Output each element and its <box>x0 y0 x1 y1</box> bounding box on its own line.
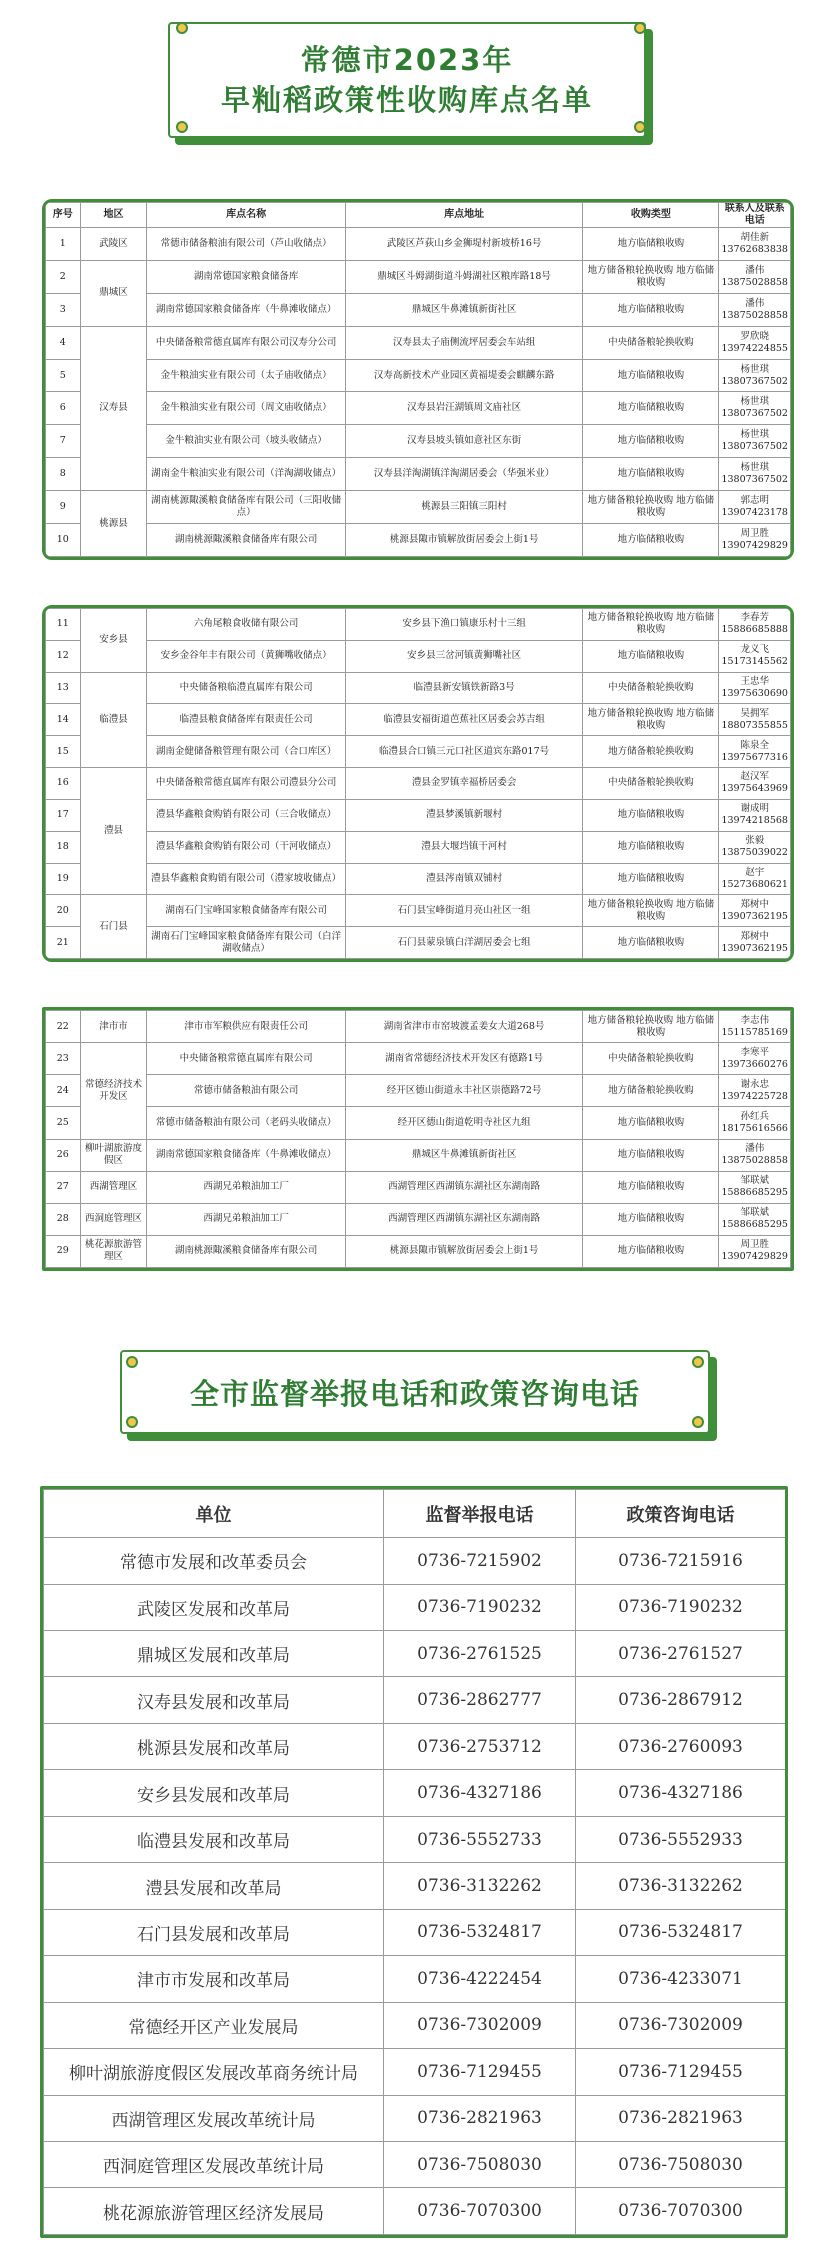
depot-address-cell: 石门县宝峰街道月亮山社区一组 <box>345 895 583 927</box>
table-row <box>46 609 791 641</box>
report-phone-cell: 0736-7508030 <box>384 2142 576 2188</box>
table-row <box>46 895 791 927</box>
contact-cell: 胡佳新 13762683838 <box>719 228 791 261</box>
purchase-type-cell: 地方临储粮收购 <box>583 1171 719 1203</box>
depot-name-cell: 西湖兄弟粮油加工厂 <box>147 1203 345 1235</box>
depot-name-cell: 常德市储备粮油有限公司（芦山收储点） <box>147 228 345 261</box>
table-row <box>46 1235 791 1267</box>
contact-cell: 杨世琪 13807367502 <box>719 458 791 491</box>
depot-name-cell: 六角尾粮食收储有限公司 <box>147 609 345 641</box>
report-phone-cell: 0736-4222454 <box>384 1956 576 2002</box>
region-cell: 石门县 <box>80 895 147 959</box>
contact-cell: 李春芳 15886685888 <box>719 609 791 641</box>
contact-cell: 张毅 13875039022 <box>719 831 791 863</box>
depot-address-cell: 桃源县陬市镇解放街居委会上街1号 <box>345 524 583 557</box>
decor-dot <box>634 22 646 34</box>
table-row <box>46 1043 791 1075</box>
hotline-row <box>44 1863 786 1909</box>
table-row <box>46 1139 791 1171</box>
table-header-row <box>46 203 791 228</box>
purchase-type-cell: 地方临储粮收购 <box>583 359 719 392</box>
purchase-type-cell: 地方临储粮收购 <box>583 425 719 458</box>
page-title-box <box>168 22 646 138</box>
hotline-row <box>44 1631 786 1677</box>
purchase-type-cell: 地方临储粮收购 <box>583 927 719 959</box>
index-cell: 3 <box>46 293 81 326</box>
depot-name-cell: 中央储备粮常德直属库有限公司汉寿分公司 <box>147 326 345 359</box>
index-cell: 14 <box>46 704 81 736</box>
contact-cell: 潘伟 13875028858 <box>719 260 791 293</box>
index-cell: 11 <box>46 609 81 641</box>
index-cell: 28 <box>46 1203 81 1235</box>
region-cell: 汉寿县 <box>80 326 147 490</box>
unit-cell: 常德市发展和改革委员会 <box>44 1538 384 1584</box>
depot-address-cell: 汉寿县洋淘湖镇洋淘湖居委会（华强米业） <box>345 458 583 491</box>
consult-phone-cell: 0736-4233071 <box>576 1956 786 2002</box>
depot-name-cell: 澧县华鑫粮食购销有限公司（三合收储点） <box>147 799 345 831</box>
index-cell: 1 <box>46 228 81 261</box>
purchase-type-cell: 中央储备粮轮换收购 <box>583 672 719 704</box>
decor-dot <box>176 121 188 133</box>
table-row <box>46 768 791 800</box>
hotline-row <box>44 1584 786 1630</box>
hotline-header-row <box>44 1490 786 1538</box>
page-title-line2: 早籼稻政策性收购库点名单 <box>220 83 593 117</box>
depot-address-cell: 汉寿县坡头镇如意社区东街 <box>345 425 583 458</box>
purchase-type-cell: 地方储备粮轮换收购 地方临储粮收购 <box>583 704 719 736</box>
column-header: 地区 <box>80 203 147 228</box>
report-phone-cell: 0736-5324817 <box>384 1909 576 1955</box>
purchase-type-cell: 中央储备粮轮换收购 <box>583 1043 719 1075</box>
depot-address-cell: 经开区德山街道永丰社区崇德路72号 <box>345 1075 583 1107</box>
depot-address-cell: 西湖管理区西湖镇东湖社区东湖南路 <box>345 1203 583 1235</box>
depot-address-cell: 汉寿高新技术产业园区黄福堤委会麒麟东路 <box>345 359 583 392</box>
purchase-type-cell: 地方临储粮收购 <box>583 392 719 425</box>
purchase-type-cell: 地方临储粮收购 <box>583 228 719 261</box>
contact-cell: 龙义飞 15173145562 <box>719 640 791 672</box>
contact-cell: 潘伟 13875028858 <box>719 1139 791 1171</box>
contact-cell: 杨世琪 13807367502 <box>719 392 791 425</box>
region-cell: 临澧县 <box>80 672 147 767</box>
table-row <box>46 228 791 261</box>
depot-address-cell: 西湖管理区西湖镇东湖社区东湖南路 <box>345 1171 583 1203</box>
table-row <box>46 640 791 672</box>
purchase-table-3 <box>45 1010 791 1268</box>
contact-cell: 罗欣晓 13974224855 <box>719 326 791 359</box>
table-row <box>46 293 791 326</box>
depot-name-cell: 金牛粮油实业有限公司（坡头收储点） <box>147 425 345 458</box>
depot-address-cell: 桃源县三阳镇三阳村 <box>345 491 583 524</box>
purchase-type-cell: 地方临储粮收购 <box>583 863 719 895</box>
unit-cell: 西湖管理区发展改革统计局 <box>44 2095 384 2141</box>
index-cell: 23 <box>46 1043 81 1075</box>
contact-cell: 李寒平 13973660276 <box>719 1043 791 1075</box>
contact-cell: 杨世琪 13807367502 <box>719 359 791 392</box>
report-phone-cell: 0736-7190232 <box>384 1584 576 1630</box>
table-row <box>46 1011 791 1043</box>
hotline-row <box>44 2188 786 2235</box>
unit-cell: 桃源县发展和改革局 <box>44 1723 384 1769</box>
depot-name-cell: 澧县华鑫粮食购销有限公司（干河收储点） <box>147 831 345 863</box>
depot-name-cell: 常德市储备粮油有限公司（老码头收储点） <box>147 1107 345 1139</box>
depot-address-cell: 临澧县合口镇三元口社区道宾东路017号 <box>345 736 583 768</box>
index-cell: 29 <box>46 1235 81 1267</box>
depot-address-cell: 鼎城区牛鼻滩镇新街社区 <box>345 1139 583 1171</box>
hotline-heading-box <box>120 1350 710 1434</box>
column-header: 序号 <box>46 203 81 228</box>
contact-cell: 谢永忠 13974225728 <box>719 1075 791 1107</box>
depot-name-cell: 湖南常德国家粮食储备库（牛鼻滩收储点） <box>147 293 345 326</box>
contact-cell: 郑树中 13907362195 <box>719 895 791 927</box>
purchase-type-cell: 地方临储粮收购 <box>583 640 719 672</box>
purchase-type-cell: 地方临储粮收购 <box>583 524 719 557</box>
column-header: 库点名称 <box>147 203 345 228</box>
contact-cell: 赵汉军 13975643969 <box>719 768 791 800</box>
index-cell: 27 <box>46 1171 81 1203</box>
hotline-row <box>44 1677 786 1723</box>
purchase-table-1 <box>45 202 791 557</box>
index-cell: 25 <box>46 1107 81 1139</box>
consult-phone-cell: 0736-2867912 <box>576 1677 786 1723</box>
consult-phone-cell: 0736-7215916 <box>576 1538 786 1584</box>
depot-address-cell: 经开区德山街道乾明寺社区九组 <box>345 1107 583 1139</box>
report-phone-cell: 0736-7215902 <box>384 1538 576 1584</box>
region-cell: 澧县 <box>80 768 147 895</box>
depot-address-cell: 湖南省常德经济技术开发区有德路1号 <box>345 1043 583 1075</box>
hotline-table-panel <box>40 1486 788 2238</box>
table-row <box>46 392 791 425</box>
consult-phone-cell: 0736-7508030 <box>576 2142 786 2188</box>
purchase-table-panel-1 <box>42 199 794 560</box>
region-cell: 西洞庭管理区 <box>80 1203 147 1235</box>
contact-cell: 邹联斌 15886685295 <box>719 1203 791 1235</box>
depot-address-cell: 鼎城区斗姆湖街道斗姆湖社区粮库路18号 <box>345 260 583 293</box>
index-cell: 20 <box>46 895 81 927</box>
index-cell: 21 <box>46 927 81 959</box>
depot-name-cell: 湖南常德国家粮食储备库 <box>147 260 345 293</box>
table-row <box>46 359 791 392</box>
unit-cell: 汉寿县发展和改革局 <box>44 1677 384 1723</box>
table-row <box>46 260 791 293</box>
depot-name-cell: 中央储备粮常德直属库有限公司 <box>147 1043 345 1075</box>
report-phone-cell: 0736-2862777 <box>384 1677 576 1723</box>
depot-name-cell: 金牛粮油实业有限公司（太子庙收储点） <box>147 359 345 392</box>
index-cell: 22 <box>46 1011 81 1043</box>
hotline-row <box>44 2049 786 2095</box>
unit-cell: 津市市发展和改革局 <box>44 1956 384 2002</box>
depot-name-cell: 湖南桃源陬溪粮食储备库有限公司 <box>147 524 345 557</box>
column-header: 监督举报电话 <box>384 1490 576 1538</box>
index-cell: 17 <box>46 799 81 831</box>
decor-dot <box>692 1416 704 1428</box>
table-row <box>46 425 791 458</box>
unit-cell: 西洞庭管理区发展改革统计局 <box>44 2142 384 2188</box>
table-row <box>46 799 791 831</box>
depot-address-cell: 鼎城区牛鼻滩镇新街社区 <box>345 293 583 326</box>
index-cell: 2 <box>46 260 81 293</box>
report-phone-cell: 0736-5552733 <box>384 1816 576 1862</box>
contact-cell: 周卫胜 13907429829 <box>719 1235 791 1267</box>
depot-name-cell: 湖南常德国家粮食储备库（牛鼻滩收储点） <box>147 1139 345 1171</box>
hotline-row <box>44 1909 786 1955</box>
table-row <box>46 524 791 557</box>
table-row <box>46 704 791 736</box>
consult-phone-cell: 0736-3132262 <box>576 1863 786 1909</box>
contact-cell: 杨世琪 13807367502 <box>719 425 791 458</box>
hotline-row <box>44 1723 786 1769</box>
purchase-type-cell: 地方储备粮轮换收购 <box>583 1075 719 1107</box>
index-cell: 5 <box>46 359 81 392</box>
contact-cell: 吴拥军 18807355855 <box>719 704 791 736</box>
purchase-table-panel-3 <box>42 1007 794 1271</box>
unit-cell: 安乡县发展和改革局 <box>44 1770 384 1816</box>
table-row <box>46 491 791 524</box>
table-row <box>46 1107 791 1139</box>
depot-address-cell: 澧县梦溪镇新堰村 <box>345 799 583 831</box>
report-phone-cell: 0736-4327186 <box>384 1770 576 1816</box>
consult-phone-cell: 0736-7302009 <box>576 2002 786 2048</box>
consult-phone-cell: 0736-5552933 <box>576 1816 786 1862</box>
contact-cell: 潘伟 13875028858 <box>719 293 791 326</box>
report-phone-cell: 0736-7302009 <box>384 2002 576 2048</box>
column-header: 收购类型 <box>583 203 719 228</box>
purchase-type-cell: 地方临储粮收购 <box>583 293 719 326</box>
region-cell: 桃源县 <box>80 491 147 557</box>
table-row <box>46 863 791 895</box>
page-title-line1: 常德市2023年 <box>300 43 514 77</box>
hotline-row <box>44 2142 786 2188</box>
contact-cell: 郑树中 13907362195 <box>719 927 791 959</box>
report-phone-cell: 0736-3132262 <box>384 1863 576 1909</box>
index-cell: 9 <box>46 491 81 524</box>
consult-phone-cell: 0736-7129455 <box>576 2049 786 2095</box>
depot-name-cell: 常德市储备粮油有限公司 <box>147 1075 345 1107</box>
purchase-table-2 <box>45 608 791 959</box>
depot-name-cell: 中央储备粮常德直属库有限公司澧县分公司 <box>147 768 345 800</box>
region-cell: 鼎城区 <box>80 260 147 326</box>
unit-cell: 澧县发展和改革局 <box>44 1863 384 1909</box>
contact-cell: 邹联斌 15886685295 <box>719 1171 791 1203</box>
depot-name-cell: 湖南石门宝峰国家粮食储备库有限公司 <box>147 895 345 927</box>
index-cell: 7 <box>46 425 81 458</box>
depot-address-cell: 澧县大堰垱镇干河村 <box>345 831 583 863</box>
index-cell: 19 <box>46 863 81 895</box>
index-cell: 12 <box>46 640 81 672</box>
hotline-row <box>44 1816 786 1862</box>
depot-name-cell: 安乡金谷年丰有限公司（黄狮嘴收储点） <box>147 640 345 672</box>
unit-cell: 武陵区发展和改革局 <box>44 1584 384 1630</box>
consult-phone-cell: 0736-7070300 <box>576 2188 786 2235</box>
purchase-type-cell: 地方临储粮收购 <box>583 1107 719 1139</box>
purchase-type-cell: 地方储备粮轮换收购 地方临储粮收购 <box>583 1011 719 1043</box>
depot-name-cell: 中央储备粮临澧直属库有限公司 <box>147 672 345 704</box>
decor-dot <box>126 1416 138 1428</box>
purchase-type-cell: 地方储备粮轮换收购 地方临储粮收购 <box>583 491 719 524</box>
depot-address-cell: 临澧县新安镇铁新路3号 <box>345 672 583 704</box>
report-phone-cell: 0736-2761525 <box>384 1631 576 1677</box>
depot-address-cell: 桃源县陬市镇解放街居委会上街1号 <box>345 1235 583 1267</box>
purchase-type-cell: 地方储备粮轮换收购 地方临储粮收购 <box>583 260 719 293</box>
unit-cell: 石门县发展和改革局 <box>44 1909 384 1955</box>
purchase-type-cell: 地方临储粮收购 <box>583 799 719 831</box>
report-phone-cell: 0736-2753712 <box>384 1723 576 1769</box>
index-cell: 16 <box>46 768 81 800</box>
consult-phone-cell: 0736-4327186 <box>576 1770 786 1816</box>
table-row <box>46 927 791 959</box>
depot-name-cell: 湖南石门宝峰国家粮食储备库有限公司（白洋湖收储点） <box>147 927 345 959</box>
column-header: 单位 <box>44 1490 384 1538</box>
depot-name-cell: 澧县华鑫粮食购销有限公司（澧家坡收储点） <box>147 863 345 895</box>
contact-cell: 谢成明 13974218568 <box>719 799 791 831</box>
purchase-type-cell: 地方临储粮收购 <box>583 458 719 491</box>
purchase-type-cell: 地方储备粮轮换收购 地方临储粮收购 <box>583 609 719 641</box>
report-phone-cell: 0736-7129455 <box>384 2049 576 2095</box>
hotline-heading: 全市监督举报电话和政策咨询电话 <box>189 1376 640 1411</box>
depot-name-cell: 湖南金健储备粮管理有限公司（合口库区） <box>147 736 345 768</box>
hotline-row <box>44 1956 786 2002</box>
index-cell: 26 <box>46 1139 81 1171</box>
purchase-type-cell: 地方临储粮收购 <box>583 1139 719 1171</box>
depot-address-cell: 安乡县三岔河镇黄狮嘴社区 <box>345 640 583 672</box>
depot-address-cell: 安乡县下渔口镇康乐村十三组 <box>345 609 583 641</box>
depot-address-cell: 石门县蒙泉镇白洋湖居委会七组 <box>345 927 583 959</box>
decor-dot <box>126 1356 138 1368</box>
depot-address-cell: 汉寿县太子庙侧流坪居委会车站组 <box>345 326 583 359</box>
depot-name-cell: 湖南金牛粮油实业有限公司（洋淘湖收储点） <box>147 458 345 491</box>
depot-address-cell: 武陵区芦荻山乡金狮堤村新坡桥16号 <box>345 228 583 261</box>
column-header: 库点地址 <box>345 203 583 228</box>
region-cell: 安乡县 <box>80 609 147 673</box>
region-cell: 武陵区 <box>80 228 147 261</box>
hotline-row <box>44 1770 786 1816</box>
table-row <box>46 831 791 863</box>
decor-dot <box>634 121 646 133</box>
hotline-row <box>44 2095 786 2141</box>
contact-cell: 陈泉全 13975677316 <box>719 736 791 768</box>
index-cell: 8 <box>46 458 81 491</box>
purchase-type-cell: 地方临储粮收购 <box>583 1235 719 1267</box>
report-phone-cell: 0736-2821963 <box>384 2095 576 2141</box>
depot-name-cell: 临澧县粮食储备库有限责任公司 <box>147 704 345 736</box>
depot-name-cell: 湖南桃源陬溪粮食储备库有限公司 <box>147 1235 345 1267</box>
contact-cell: 赵宇 15273680621 <box>719 863 791 895</box>
index-cell: 24 <box>46 1075 81 1107</box>
contact-cell: 郭志明 13907423178 <box>719 491 791 524</box>
table-row <box>46 672 791 704</box>
purchase-type-cell: 地方储备粮轮换收购 <box>583 736 719 768</box>
index-cell: 15 <box>46 736 81 768</box>
depot-name-cell: 津市市军粮供应有限责任公司 <box>147 1011 345 1043</box>
hotline-table <box>43 1489 786 2235</box>
region-cell: 西湖管理区 <box>80 1171 147 1203</box>
consult-phone-cell: 0736-2761527 <box>576 1631 786 1677</box>
purchase-type-cell: 地方临储粮收购 <box>583 831 719 863</box>
consult-phone-cell: 0736-7190232 <box>576 1584 786 1630</box>
table-row <box>46 458 791 491</box>
table-row <box>46 736 791 768</box>
depot-address-cell: 湖南省津市市窑坡渡孟姜女大道268号 <box>345 1011 583 1043</box>
depot-name-cell: 西湖兄弟粮油加工厂 <box>147 1171 345 1203</box>
index-cell: 13 <box>46 672 81 704</box>
depot-address-cell: 汉寿县岩汪湖镇周文庙社区 <box>345 392 583 425</box>
contact-cell: 周卫胜 13907429829 <box>719 524 791 557</box>
depot-name-cell: 金牛粮油实业有限公司（周文庙收储点） <box>147 392 345 425</box>
contact-cell: 孙红兵 18175616566 <box>719 1107 791 1139</box>
table-row <box>46 1203 791 1235</box>
unit-cell: 柳叶湖旅游度假区发展改革商务统计局 <box>44 2049 384 2095</box>
decor-dot <box>176 22 188 34</box>
region-cell: 桃花源旅游管理区 <box>80 1235 147 1267</box>
column-header: 政策咨询电话 <box>576 1490 786 1538</box>
table-row <box>46 326 791 359</box>
column-header: 联系人及联系电话 <box>719 203 791 228</box>
index-cell: 4 <box>46 326 81 359</box>
region-cell: 津市市 <box>80 1011 147 1043</box>
consult-phone-cell: 0736-2821963 <box>576 2095 786 2141</box>
index-cell: 18 <box>46 831 81 863</box>
region-cell: 柳叶湖旅游度假区 <box>80 1139 147 1171</box>
hotline-row <box>44 2002 786 2048</box>
depot-address-cell: 临澧县安福街道芭蕉社区居委会苏吉组 <box>345 704 583 736</box>
unit-cell: 桃花源旅游管理区经济发展局 <box>44 2188 384 2235</box>
purchase-type-cell: 地方临储粮收购 <box>583 1203 719 1235</box>
purchase-type-cell: 中央储备粮轮换收购 <box>583 768 719 800</box>
purchase-type-cell: 中央储备粮轮换收购 <box>583 326 719 359</box>
index-cell: 6 <box>46 392 81 425</box>
depot-address-cell: 澧县涔南镇双铺村 <box>345 863 583 895</box>
unit-cell: 常德经开区产业发展局 <box>44 2002 384 2048</box>
contact-cell: 王忠华 13975630690 <box>719 672 791 704</box>
depot-address-cell: 澧县金罗镇幸福桥居委会 <box>345 768 583 800</box>
consult-phone-cell: 0736-2760093 <box>576 1723 786 1769</box>
depot-name-cell: 湖南桃源陬溪粮食储备库有限公司（三阳收储点） <box>147 491 345 524</box>
purchase-table-panel-2 <box>42 605 794 962</box>
contact-cell: 李志伟 15115785169 <box>719 1011 791 1043</box>
hotline-row <box>44 1538 786 1584</box>
report-phone-cell: 0736-7070300 <box>384 2188 576 2235</box>
region-cell: 常德经济技术开发区 <box>80 1043 147 1139</box>
consult-phone-cell: 0736-5324817 <box>576 1909 786 1955</box>
table-row <box>46 1075 791 1107</box>
unit-cell: 临澧县发展和改革局 <box>44 1816 384 1862</box>
index-cell: 10 <box>46 524 81 557</box>
decor-dot <box>692 1356 704 1368</box>
table-row <box>46 1171 791 1203</box>
purchase-type-cell: 地方储备粮轮换收购 地方临储粮收购 <box>583 895 719 927</box>
unit-cell: 鼎城区发展和改革局 <box>44 1631 384 1677</box>
